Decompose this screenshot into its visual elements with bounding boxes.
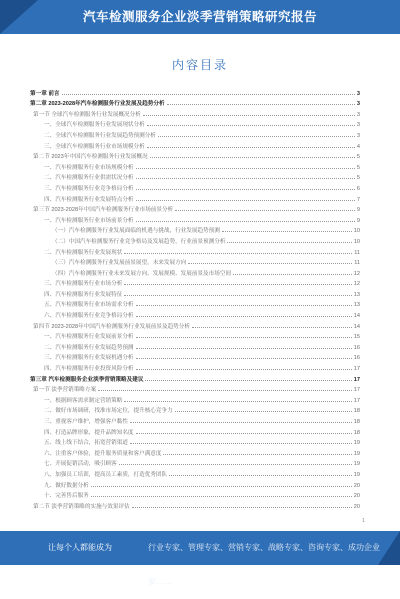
toc-entry-title: 二、汽车检测服务行业供需状况分析 [44, 175, 134, 182]
toc-leader-dots [175, 210, 355, 211]
toc-entry-title: 一、汽车检测服务行业发展前景分析 [44, 334, 134, 341]
toc-entry[interactable] [30, 213, 360, 224]
toc-entry[interactable] [30, 499, 360, 510]
toc-entry-title: 三、全球汽车检测服务行业市场规模分析 [44, 143, 145, 150]
toc-leader-dots [169, 475, 352, 476]
toc-entry[interactable] [30, 287, 360, 298]
toc-entry-page: 19 [353, 450, 360, 457]
toc-entry-title: 第四节 2023-2028年中国汽车检测服务行业发展前景及趋势分析 [33, 323, 190, 330]
toc-entry-page: 7 [356, 196, 360, 203]
toc-leader-dots [124, 253, 352, 254]
toc-entry-page: 16 [353, 344, 360, 351]
footer-slogan-left: 让每个人都能成为 [48, 543, 112, 552]
toc-entry-title: 八、加强员工培训，提高员工素质，打造优秀团队 [44, 471, 168, 478]
toc-entry-title: 十、完善售后服务 [44, 493, 89, 500]
toc-leader-dots [136, 221, 355, 222]
toc-entry-title: 二、全球汽车检测服务行业发展趋势预测分析 [44, 132, 156, 139]
toc-entry-page: 20 [353, 482, 360, 489]
toc-entry[interactable] [30, 203, 360, 214]
toc-entry-page: 20 [353, 503, 360, 510]
toc-entry-title: 九、做好数据分析 [44, 482, 89, 489]
toc-entry-page: 11 [354, 249, 360, 256]
toc-entry-title: 第三章 汽车检测服务企业淡季营销策略及建议 [30, 376, 144, 383]
toc-entry-title: 第一章 前言 [30, 90, 60, 97]
toc-entry-page: 3 [356, 101, 360, 108]
toc-leader-dots [136, 369, 352, 370]
toc-entry-page: 17 [353, 366, 360, 373]
footer-bar [0, 531, 400, 586]
toc-entry-title: 三、汽车检测服务行业市场分析 [44, 281, 123, 288]
toc-entry-title: （三）汽车检测服务行业发展前景展望，未来发展方向 [52, 260, 187, 267]
toc-heading: 内容目录 [171, 58, 228, 72]
toc-entry-page: 18 [353, 408, 360, 415]
toc-entry-title: 二、汽车检测服务行业发展现状 [44, 249, 123, 256]
toc-leader-dots [132, 507, 352, 508]
toc-entry-title: （四）汽车检测服务行业未来发展方向、发展规模、发展前景及市场空间 [52, 270, 232, 277]
toc-entry[interactable] [30, 393, 360, 404]
toc-leader-dots [136, 189, 355, 190]
toc-entry[interactable] [30, 404, 360, 415]
toc-entry-page: 5 [356, 175, 360, 182]
toc-entry-title: 四、汽车检测服务行业发展特点分析 [44, 196, 134, 203]
toc-leader-dots [119, 464, 352, 465]
toc-leader-dots [192, 327, 352, 328]
toc-leader-dots [91, 496, 352, 497]
toc-entry-title: 一、全球汽车检测服务行业发展现状分析 [44, 122, 145, 129]
toc-entry[interactable] [30, 245, 360, 256]
toc-entry-page: 20 [353, 493, 360, 500]
report-title: 汽车检测服务企业淡季营销策略研究报告 [82, 10, 317, 24]
toc-leader-dots [147, 125, 355, 126]
toc-entry-page: 13 [353, 302, 360, 309]
toc-entry-page: 12 [353, 281, 360, 288]
toc-entry-page: 19 [353, 471, 360, 478]
toc-leader-dots [124, 284, 351, 285]
toc-entry[interactable] [30, 192, 360, 203]
toc-entry-page: 19 [353, 461, 360, 468]
toc-entry-page: 6 [356, 185, 360, 192]
toc-entry[interactable] [30, 181, 360, 192]
toc-entry-page: 10 [353, 238, 360, 245]
toc-entry-page: 5 [356, 154, 360, 161]
toc-entry[interactable] [30, 139, 360, 150]
toc-entry-page: 17 [353, 376, 360, 383]
toc-leader-dots [136, 337, 352, 338]
toc-entry[interactable] [30, 107, 360, 118]
toc-leader-dots [158, 136, 355, 137]
toc-entry-title: 第二节 淡季营销策略的实施与效果评估 [33, 503, 130, 510]
toc-entry[interactable] [30, 160, 360, 171]
toc-entry[interactable] [30, 266, 360, 277]
page-number: 1 [362, 518, 365, 524]
toc-leader-dots [150, 157, 355, 158]
toc-entry[interactable] [30, 361, 360, 372]
toc-entry[interactable] [30, 224, 360, 235]
toc-entry-page: 13 [353, 291, 360, 298]
toc-entry[interactable] [30, 383, 360, 394]
toc-entry-page: 17 [353, 397, 360, 404]
toc-leader-dots [136, 178, 355, 179]
toc-leader-dots [188, 263, 352, 264]
toc-entry-title: 六、注重客户体验，提升服务质量和客户满意度 [44, 450, 162, 457]
toc-entry[interactable] [30, 118, 360, 129]
toc-entry[interactable] [30, 298, 360, 309]
toc-entry-page: 3 [356, 111, 360, 118]
toc-entry-page: 10 [353, 228, 360, 235]
toc-leader-dots [145, 380, 351, 381]
toc-leader-dots [227, 242, 351, 243]
toc-entry-title: （二）中国汽车检测服务行业竞争格局及发展趋势，行业前景预测分析 [52, 238, 226, 245]
toc-leader-dots [130, 422, 352, 423]
toc-leader-dots [124, 401, 351, 402]
toc-entry-page: 4 [356, 143, 360, 150]
toc-entry[interactable] [30, 489, 360, 500]
toc-entry-title: 一、汽车检测服务行业市场规模分析 [44, 164, 134, 171]
toc-entry-title: 第一节 全球汽车检测服务行业发展概况分析 [33, 111, 141, 118]
toc-entry-page: 14 [353, 323, 360, 330]
toc-leader-dots [98, 390, 352, 391]
toc-entry-page: 18 [353, 419, 360, 425]
toc-entry[interactable] [30, 467, 360, 478]
toc-entry[interactable] [30, 97, 360, 108]
toc-entry[interactable] [30, 86, 360, 97]
toc-entry[interactable] [30, 128, 360, 139]
toc-entry-page: 14 [353, 313, 360, 320]
toc-leader-dots [143, 115, 355, 116]
toc-leader-dots [136, 433, 352, 434]
toc-entry[interactable] [30, 330, 360, 341]
toc-entry-page: 19 [353, 440, 360, 447]
toc-entry-title: 二、做好市场调研，找准市场定位，提升核心竞争力 [44, 408, 173, 415]
toc-entry-title: 一、汽车检测服务行业市场前景分析 [44, 217, 134, 224]
toc-entry[interactable] [30, 319, 360, 330]
toc-entry-page: 3 [356, 122, 360, 129]
toc-entry-title: 五、汽车检测服务行业市场需求分析 [44, 302, 134, 309]
toc-entry[interactable] [30, 478, 360, 489]
header-bar [0, 0, 400, 34]
toc-entry[interactable] [30, 150, 360, 161]
footer-slogan-right: 行业专家、管理专家、营销专家、战略专家、咨询专家、成功企业家…… [148, 543, 380, 586]
toc-entry-title: 第三节 2023-2028年中国汽车检测服务行业市场前景分析 [33, 207, 174, 214]
toc-entry[interactable] [30, 436, 360, 447]
table-of-contents [30, 86, 360, 510]
toc-entry[interactable] [30, 457, 360, 468]
toc-entry-title: （一）汽车检测服务行业发展面临的机遇与挑战，行业发展趋势预测 [52, 228, 220, 235]
toc-leader-dots [136, 305, 352, 306]
toc-leader-dots [62, 94, 355, 95]
toc-leader-dots [130, 443, 352, 444]
toc-leader-dots [136, 316, 352, 317]
toc-entry-title: 四、汽车检测服务行业发展特征 [44, 291, 123, 298]
toc-entry-title: 第二节 2023年中国汽车检测服务行业发展概况 [33, 154, 148, 161]
toc-entry-page: 16 [353, 355, 360, 362]
toc-entry[interactable] [30, 446, 360, 457]
toc-entry[interactable] [30, 256, 360, 267]
toc-entry-page: 11 [354, 260, 360, 267]
toc-leader-dots [233, 274, 352, 275]
toc-entry[interactable] [30, 277, 360, 288]
toc-entry-page: 9 [356, 207, 360, 214]
toc-entry-title: 三、重视客户维护，增强客户黏性 [44, 419, 128, 425]
toc-entry[interactable] [30, 372, 360, 383]
toc-entry-page: 9 [356, 217, 360, 224]
toc-entry[interactable] [30, 351, 360, 362]
toc-entry-title: 四、汽车检测服务行业投资风险分析 [44, 366, 134, 373]
toc-leader-dots [167, 104, 355, 105]
toc-entry-page: 15 [353, 334, 360, 341]
toc-entry-page: 5 [356, 164, 360, 171]
toc-leader-dots [136, 168, 355, 169]
toc-leader-dots [136, 200, 355, 201]
toc-entry-title: 三、汽车检测服务行业竞争格局分析 [44, 185, 134, 192]
toc-leader-dots [163, 454, 351, 455]
toc-entry-page: 17 [353, 387, 360, 394]
footer-accent-shape [378, 531, 400, 565]
toc-entry-title: 四、打造品牌形象，提升品牌知名度 [44, 429, 134, 436]
toc-entry-title: 六、汽车检测服务行业竞争格局分析 [44, 313, 134, 320]
toc-entry-title: 五、线上线下结合，拓宽营销渠道 [44, 440, 128, 447]
toc-leader-dots [222, 231, 352, 232]
toc-entry-page: 3 [356, 132, 360, 139]
toc-entry-title: 第二章 2023-2028年汽车检测服务行业发展及趋势分析 [30, 101, 165, 108]
toc-entry-title: 七、开展促销活动，吸引顾客 [44, 461, 117, 468]
toc-entry-title: 三、汽车检测服务行业发展机遇分析 [44, 355, 134, 362]
toc-entry-page: 12 [353, 270, 360, 277]
toc-entry-title: 一、根据顾客需求制定营销策略 [44, 397, 123, 404]
toc-entry[interactable] [30, 234, 360, 245]
toc-entry-page: 18 [353, 429, 360, 436]
toc-entry[interactable] [30, 340, 360, 351]
toc-leader-dots [91, 486, 352, 487]
toc-entry-title: 第一节 淡季营销策略方案 [33, 387, 97, 394]
toc-entry[interactable] [30, 171, 360, 182]
toc-leader-dots [136, 348, 352, 349]
toc-leader-dots [175, 411, 352, 412]
toc-leader-dots [147, 147, 355, 148]
toc-entry-title: 二、汽车检测服务行业发展趋势预测 [44, 344, 134, 351]
toc-leader-dots [136, 358, 352, 359]
toc-entry-page: 3 [356, 90, 360, 97]
toc-entry[interactable] [30, 425, 360, 436]
toc-entry[interactable] [30, 308, 360, 319]
toc-leader-dots [124, 295, 351, 296]
toc-entry[interactable] [30, 414, 360, 425]
